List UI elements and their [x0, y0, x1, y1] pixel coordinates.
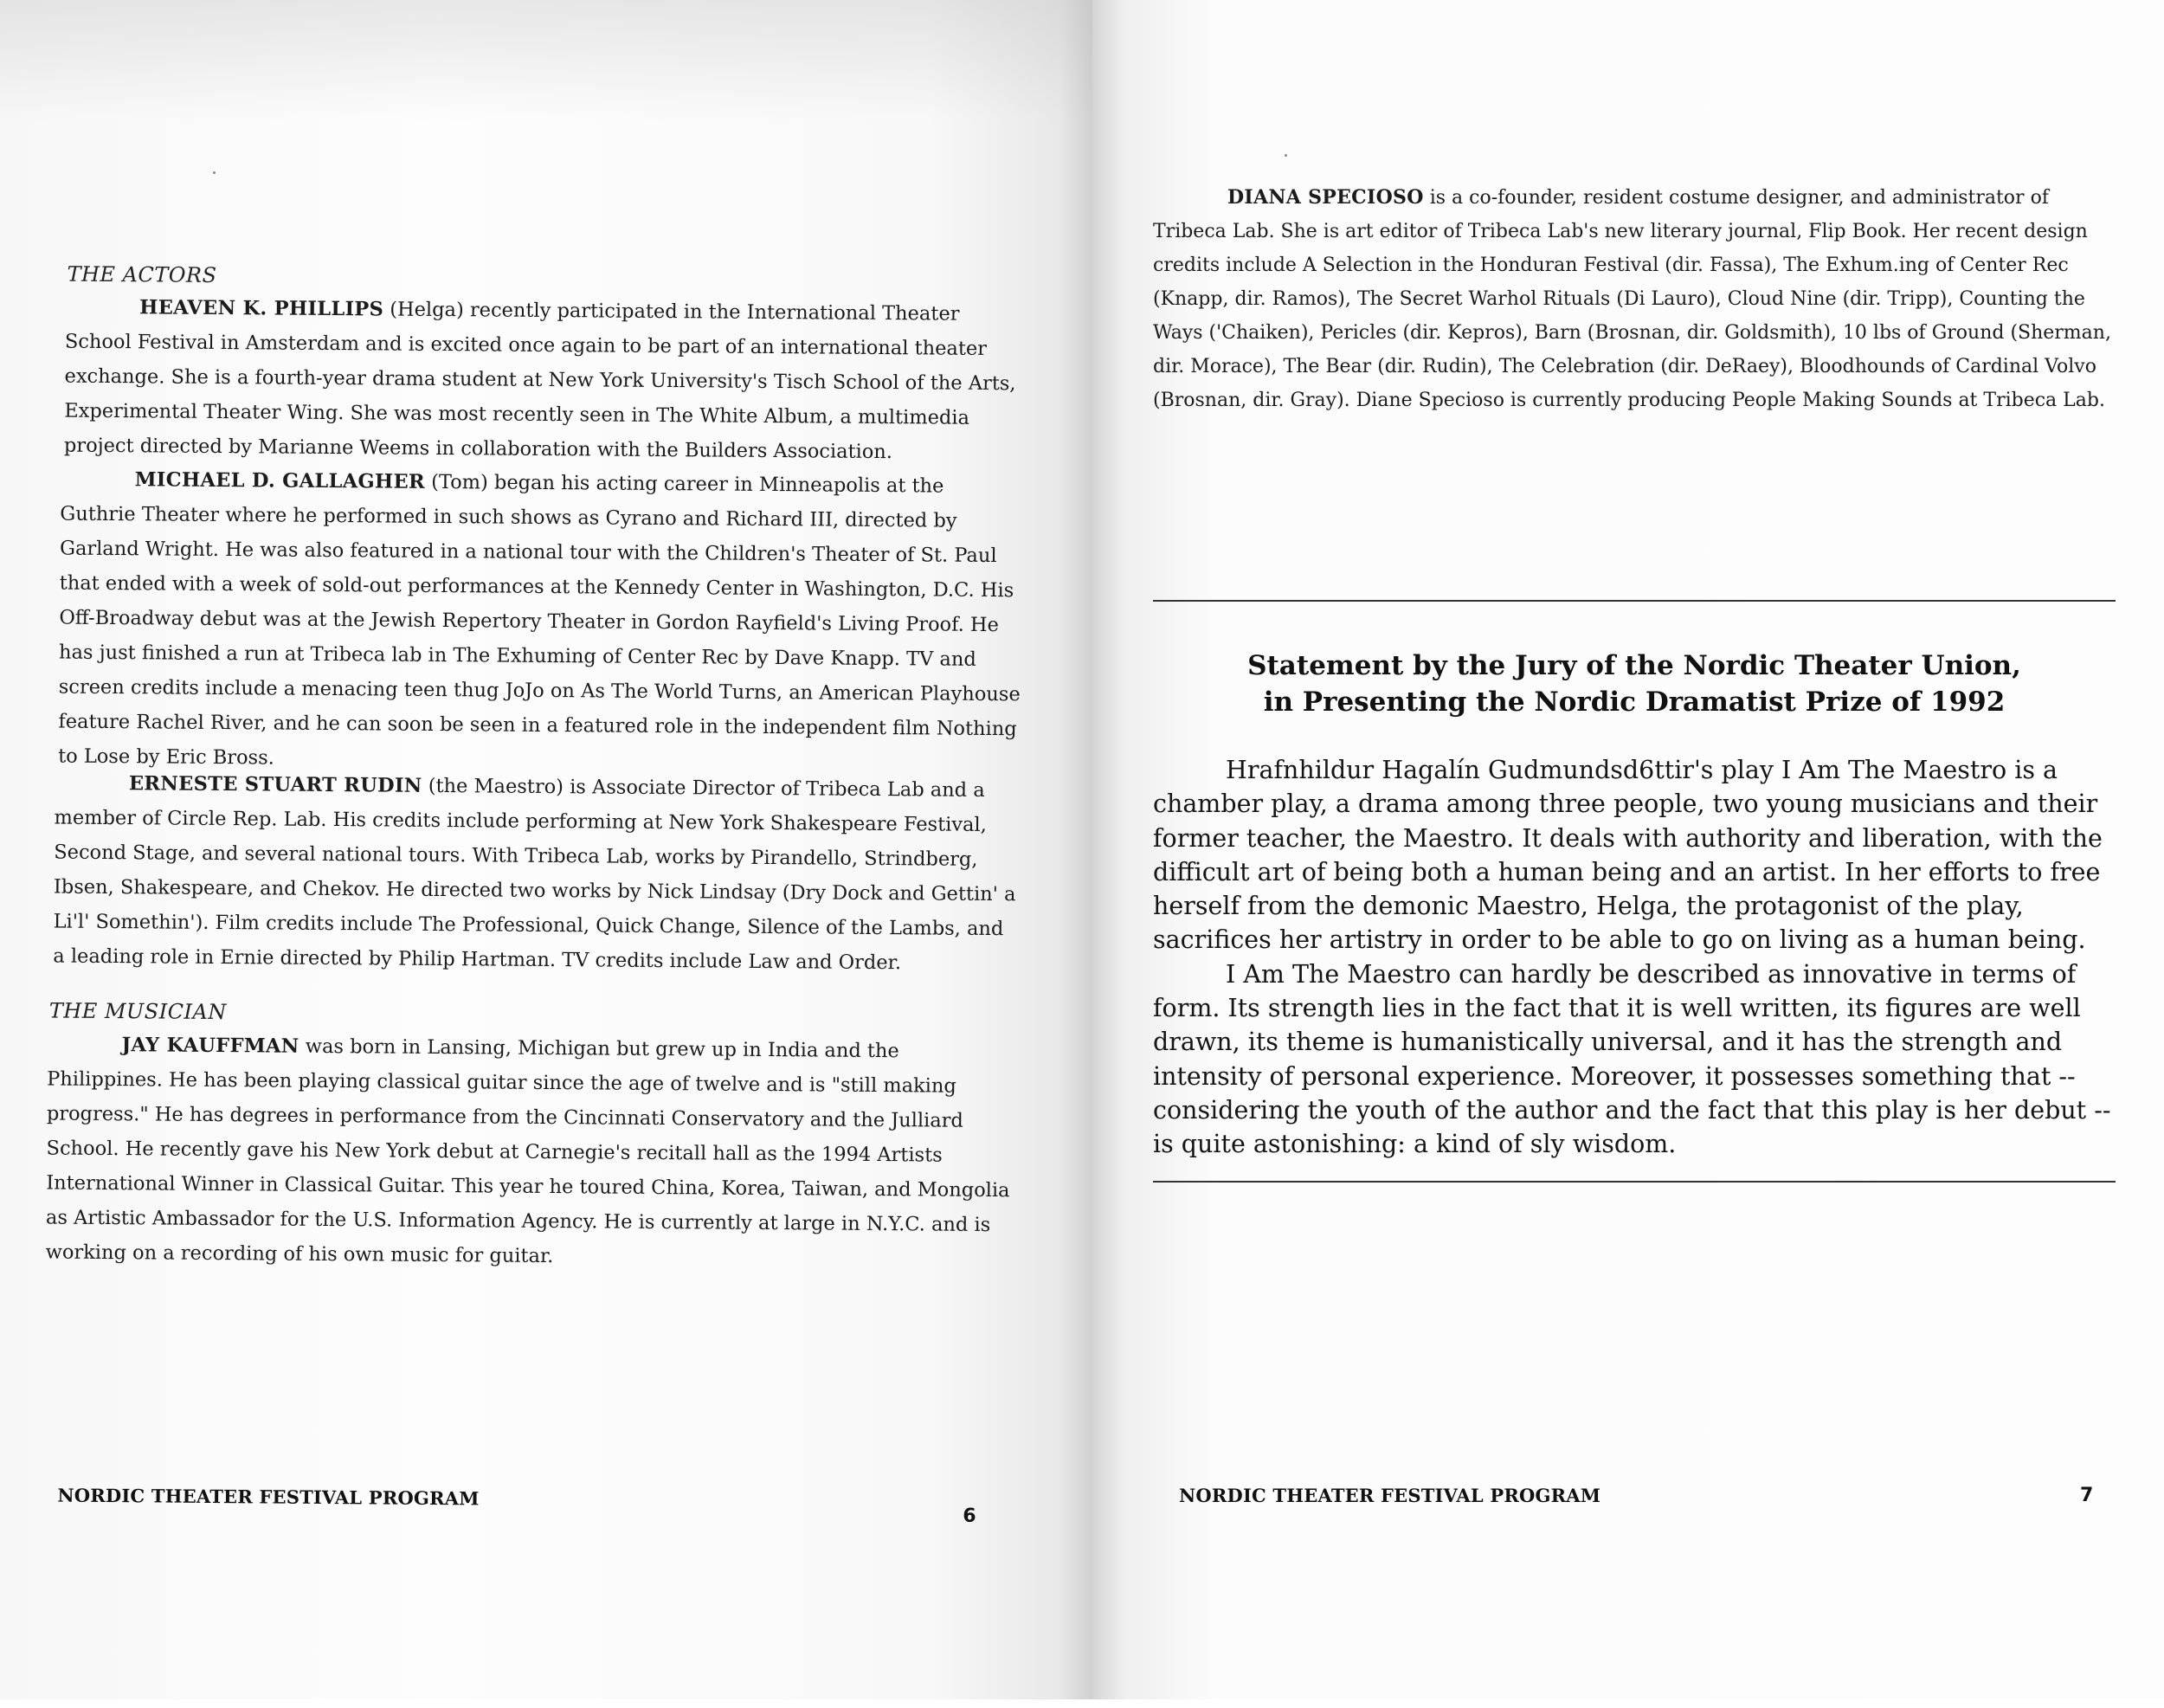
actor-name: MICHAEL D. GALLAGHER [134, 468, 426, 493]
statement-title [1153, 648, 2116, 720]
statement-paragraph-2: I Am The Maestro can hardly be described as innovative in terms of form. Its strength lies in the fact that it is well written, its figures are well drawn, its theme is humanistically universal, and it has the strength and intensity of personal experience. Moreover, it possesses something that -- considering the youth of the author and the fact that this play is her debut -- is quite astonishing: a kind of sly wisdom. [1153, 959, 2111, 1159]
actors-heading: THE ACTORS [67, 261, 217, 287]
bio-text: (the Maestro) is Associate Director of Tribeca Lab and a member of Circle Rep. Lab. His credits include performing at New York Shakespeare Festival, Second Stage, and several national tours. With Tribeca Lab, works by Pirandello, Strindberg, Ibsen, Shakespeare, and Chekov. He directed two works by Nick Lindsay (Dry Dock and Gettin' a Li'l' Somethin'). Film credits include The Professional, Quick Change, Silence of the Lambs, and a leading role in Ernie directed by Philip Hartman. TV credits include Law and Order. [53, 774, 1016, 975]
bio-text: (Tom) began his acting career in Minneapolis at the Guthrie Theater where he performed in such shows as Cyrano and Richard III, directed by Garland Wright. He was also featured in a national tour with the Children's Theater of St. Paul that ended with a week of sold-out performances at the Kennedy Center in Washington, D.C. His Off-Broadway debut was at the Jewish Repertory Theater in Gordon Rayfield's Living Proof. He has just finished a run at Tribeca lab in The Exhuming of Center Rec by Dave Knapp. TV and screen credits include a menacing teen thug JoJo on As The World Turns, an American Playhouse feature Rachel River, and he can soon be seen in a featured role in the independent film Nothing to Lose by Eric Bross. [58, 470, 1021, 770]
bio-text: (Helga) recently participated in the International Theater School Festival in Amsterdam and is excited once again to be part of an international theater exchange. She is a fourth-year drama student at New York University's Tisch School of the Arts, Experimental Theater Wing. She was most recently seen in The White Album, a multimedia project directed by Marianne Weems in collaboration with the Builders Association. [63, 298, 1016, 464]
statement-body [1153, 753, 2122, 1162]
bio-text: is a co-founder, resident costume designer, and administrator of Tribeca Lab. She is art editor of Tribeca Lab's new literary journal, Flip Book. Her recent design credits include A Selection in the Honduran Festival (dir. Fassa), The Exhum.ing of Center Rec (Knapp, dir. Ramos), The Secret Warhol Rituals (Di Lauro), Cloud Nine (dir. Tripp), Counting the Ways ('Chaiken), Pericles (dir. Kepros), Barn (Brosnan, dir. Goldsmith), 10 lbs of Ground (Sherman, dir. Morace), The Bear (dir. Rudin), The Celebration (dir. DeRaey), Bloodhounds of Cardinal Volvo (Brosnan, dir. Gray). Diane Specioso is currently producing People Making Sounds at Tribeca Lab. [1153, 187, 2111, 411]
statement-title-line-1: Statement by the Jury of the Nordic Theater Union, [1247, 650, 2021, 681]
top-rule [1153, 600, 2116, 602]
bio-michael-gallagher [58, 462, 1025, 782]
footer-title: NORDIC THEATER FESTIVAL PROGRAM [1179, 1485, 1601, 1506]
speck [1285, 154, 1287, 157]
actor-name: ERNESTE STUART RUDIN [128, 772, 422, 797]
page-number: 6 [963, 1505, 976, 1527]
bio-diana-specioso [1153, 181, 2114, 417]
bottom-rule [1153, 1181, 2116, 1183]
bio-heaven-phillips [64, 290, 1027, 471]
bio-erneste-rudin [53, 766, 1022, 982]
statement-title-line-2: in Presenting the Nordic Dramatist Prize of 1992 [1263, 686, 2006, 718]
designer-name: DIANA SPECIOSO [1227, 186, 1424, 209]
bio-jay-kauffman [45, 1027, 1016, 1277]
bio-text: was born in Lansing, Michigan but grew up in India and the Philippines. He has been playing classical guitar since the age of twelve and is "still making progress." He has degrees in performance from the Cincinnati Conservatory and the Julliard School. He recently gave his New York debut at Carnegie's recitall hall as the 1994 Artists International Winner in Classical Guitar. This year he toured China, Korea, Taiwan, and Mongolia as Artistic Ambassador for the U.S. Information Agency. He is currently at large in N.Y.C. and is working on a recording of his own music for guitar. [45, 1034, 1010, 1268]
musician-name: JAY KAUFFMAN [121, 1034, 299, 1058]
right-page [1092, 0, 2164, 1699]
footer-title: NORDIC THEATER FESTIVAL PROGRAM [57, 1484, 480, 1510]
page-number: 7 [2080, 1485, 2094, 1506]
actor-name: HEAVEN K. PHILLIPS [139, 296, 384, 321]
musician-heading: THE MUSICIAN [48, 998, 227, 1025]
statement-paragraph-1: Hrafnhildur Hagalín Gudmundsd6ttir's play I Am The Maestro is a chamber play, a drama among three people, two young musicians and their former teacher, the Maestro. It deals with authority and liberation, with the difficult art of being both a human being and an artist. In her efforts to free herself from the demonic Maestro, Helga, the protagonist of the play, sacrifices her artistry in order to be able to go on living as a human being. [1153, 756, 2103, 955]
